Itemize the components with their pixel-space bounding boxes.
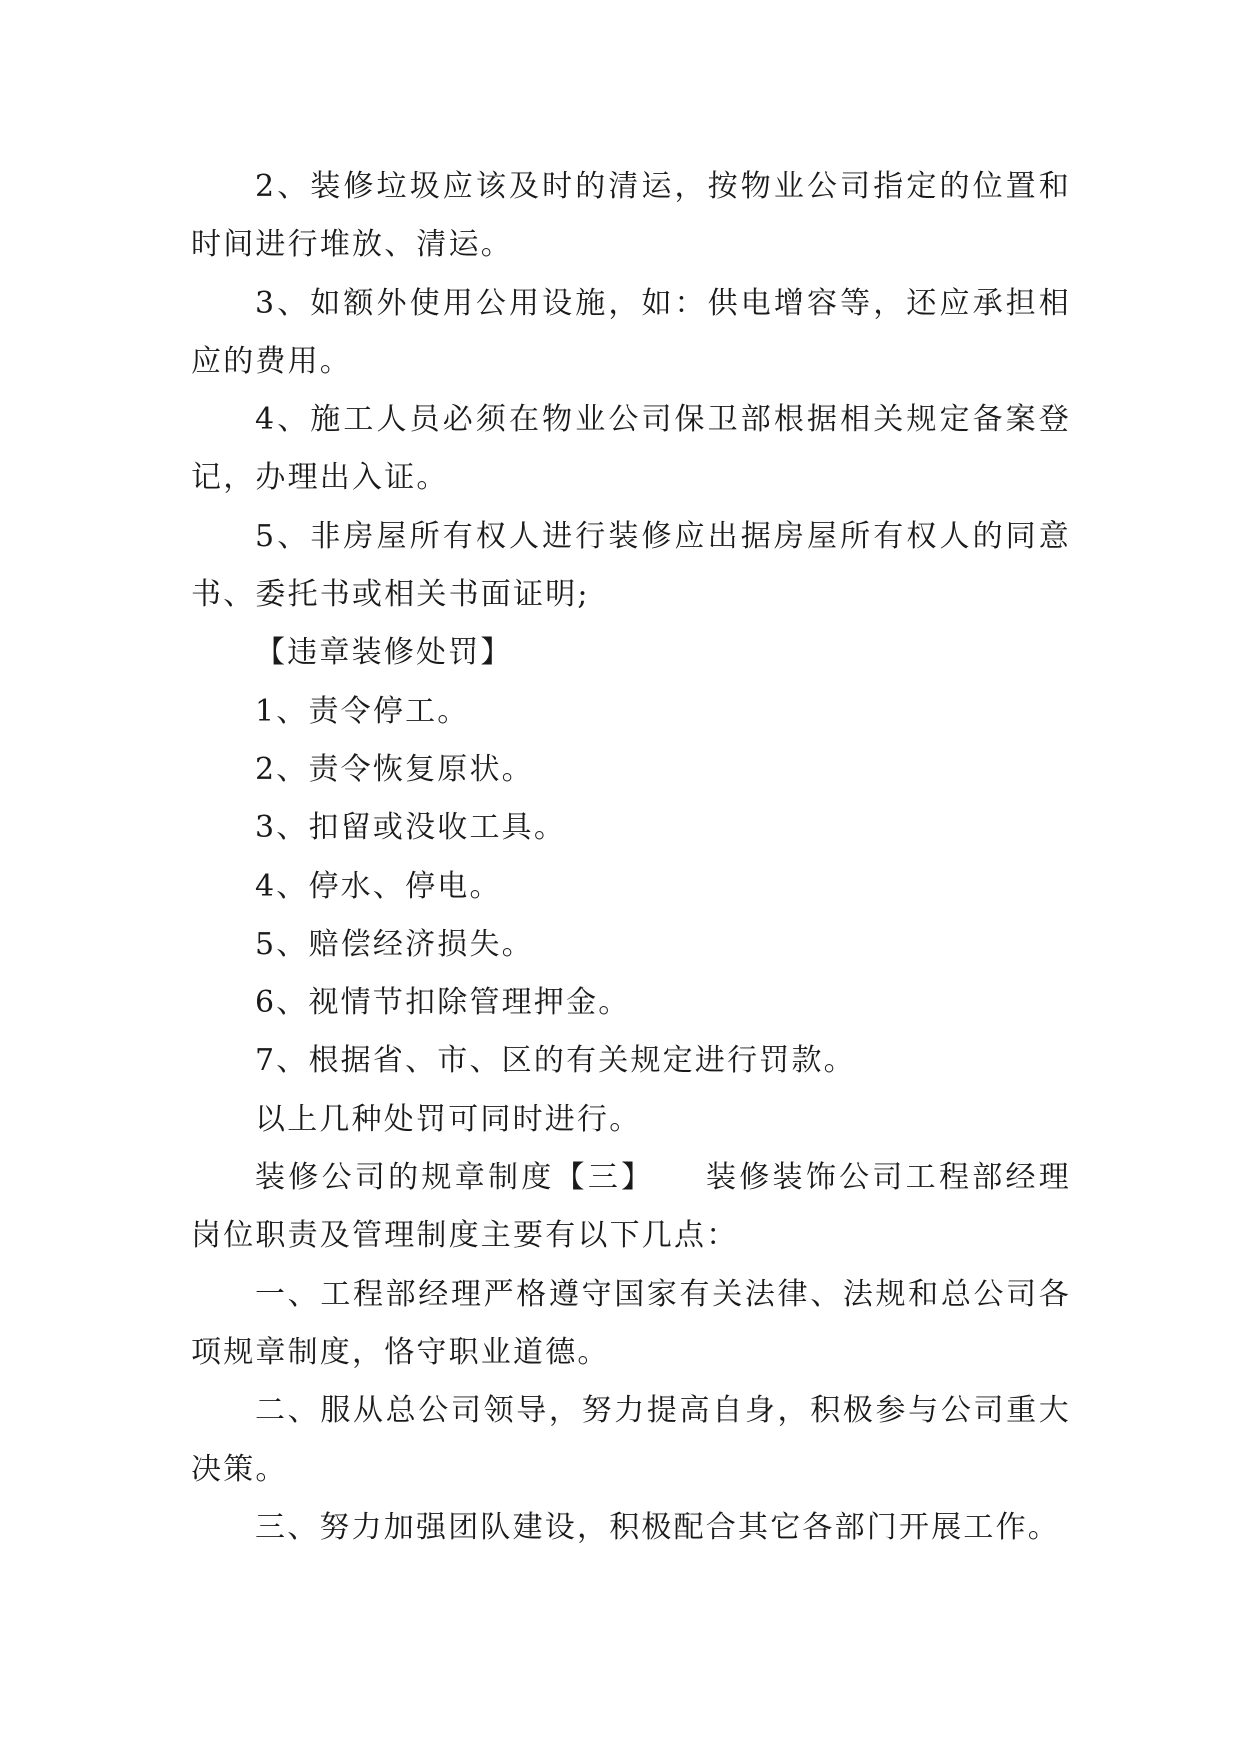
section-heading-part-three: 装修公司的规章制度【三】 装修装饰公司工程部经理岗位职责及管理制度主要有以下几点：	[191, 1160, 1071, 1254]
duty-item: 二、服从总公司领导，努力提高自身，积极参与公司重大决策。	[191, 1393, 1071, 1487]
duty-item: 一、工程部经理严格遵守国家有关法律、法规和总公司各项规章制度，恪守职业道德。	[191, 1276, 1071, 1370]
penalty-item: 5、赔偿经济损失。	[255, 926, 534, 962]
penalty-item: 1、责令停工。	[255, 693, 470, 729]
section-heading-penalties: 【违章装修处罚】	[255, 635, 513, 671]
penalty-item: 7、根据省、市、区的有关规定进行罚款。	[255, 1043, 856, 1079]
paragraph-public-facilities: 3、如额外使用公用设施，如：供电增容等，还应承担相应的费用。	[191, 285, 1071, 379]
penalty-item: 3、扣留或没收工具。	[255, 810, 567, 846]
paragraph-penalty-note: 以上几种处罚可同时进行。	[255, 1101, 642, 1137]
duty-item: 三、努力加强团队建设，积极配合其它各部门开展工作。	[255, 1509, 1060, 1545]
paragraph-owner-consent: 5、非房屋所有权人进行装修应出据房屋所有权人的同意书、委托书或相关书面证明;	[191, 518, 1071, 613]
paragraph-worker-registration: 4、施工人员必须在物业公司保卫部根据相关规定备案登记，办理出入证。	[191, 402, 1071, 496]
paragraph-garbage-removal: 2、装修垃圾应该及时的清运，按物业公司指定的位置和时间进行堆放、清运。	[191, 169, 1071, 263]
penalty-item: 4、停水、停电。	[255, 868, 502, 904]
penalty-item: 6、视情节扣除管理押金。	[255, 985, 631, 1021]
document-body	[191, 158, 1071, 1557]
penalty-item: 2、责令恢复原状。	[255, 751, 534, 787]
